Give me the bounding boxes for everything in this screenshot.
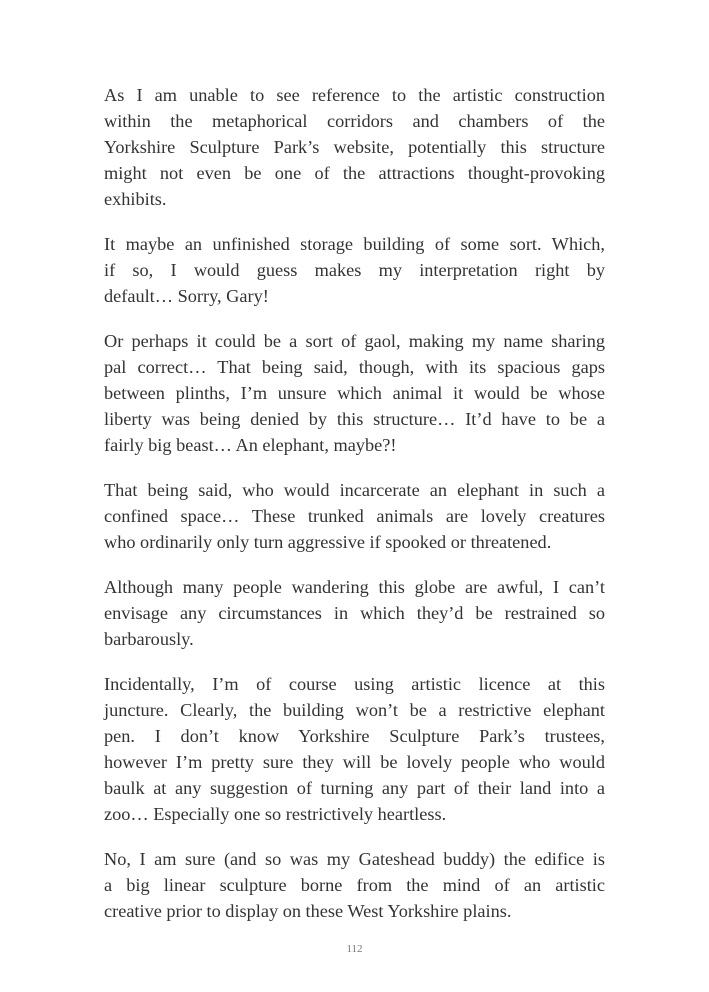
text-line: liberty was being denied by this structure… It’d have to be a bbox=[104, 409, 605, 429]
text-line: pal correct… That being said, though, with its spacious gaps bbox=[104, 357, 605, 377]
paragraph bbox=[104, 328, 605, 458]
text-line: Incidentally, I’m of course using artistic licence at this bbox=[104, 674, 605, 694]
text-line: That being said, who would incarcerate an elephant in such a bbox=[104, 480, 605, 500]
text-line: zoo… Especially one so restrictively heartless. bbox=[104, 804, 447, 824]
text-line: within the metaphorical corridors and chambers of the bbox=[104, 111, 605, 131]
text-line: It maybe an unfinished storage building of some sort. Which, bbox=[104, 234, 605, 254]
text-line: who ordinarily only turn aggressive if spooked or threatened. bbox=[104, 532, 552, 552]
text-line: envisage any circumstances in which they’d be restrained so bbox=[104, 603, 605, 623]
text-line: default… Sorry, Gary! bbox=[104, 286, 269, 306]
text-line: baulk at any suggestion of turning any part of their land into a bbox=[104, 778, 605, 798]
text-line: if so, I would guess makes my interpretation right by bbox=[104, 260, 605, 280]
text-line: juncture. Clearly, the building won’t be a restrictive elephant bbox=[104, 700, 605, 720]
text-line: between plinths, I’m unsure which animal it would be whose bbox=[104, 383, 605, 403]
text-line: barbarously. bbox=[104, 629, 194, 649]
page-body bbox=[104, 82, 605, 943]
text-line: As I am unable to see reference to the artistic construction bbox=[104, 85, 605, 105]
paragraph bbox=[104, 231, 605, 309]
text-line: a big linear sculpture borne from the mind of an artistic bbox=[104, 875, 605, 895]
text-line: Although many people wandering this globe are awful, I can’t bbox=[104, 577, 605, 597]
page-number: 112 bbox=[346, 943, 363, 955]
text-line: might not even be one of the attractions thought-provoking bbox=[104, 163, 605, 183]
text-line: Or perhaps it could be a sort of gaol, making my name sharing bbox=[104, 331, 605, 351]
text-line: exhibits. bbox=[104, 189, 167, 209]
text-line: creative prior to display on these West Yorkshire plains. bbox=[104, 901, 512, 921]
paragraph bbox=[104, 477, 605, 555]
text-line: Yorkshire Sculpture Park’s website, potentially this structure bbox=[104, 137, 605, 157]
paragraph bbox=[104, 82, 605, 212]
text-line: however I’m pretty sure they will be lovely people who would bbox=[104, 752, 605, 772]
text-line: confined space… These trunked animals are lovely creatures bbox=[104, 506, 605, 526]
paragraph bbox=[104, 574, 605, 652]
paragraph bbox=[104, 671, 605, 827]
text-line: No, I am sure (and so was my Gateshead buddy) the edifice is bbox=[104, 849, 605, 869]
text-line: fairly big beast… An elephant, maybe?! bbox=[104, 435, 397, 455]
text-line: pen. I don’t know Yorkshire Sculpture Park’s trustees, bbox=[104, 726, 605, 746]
paragraph bbox=[104, 846, 605, 924]
